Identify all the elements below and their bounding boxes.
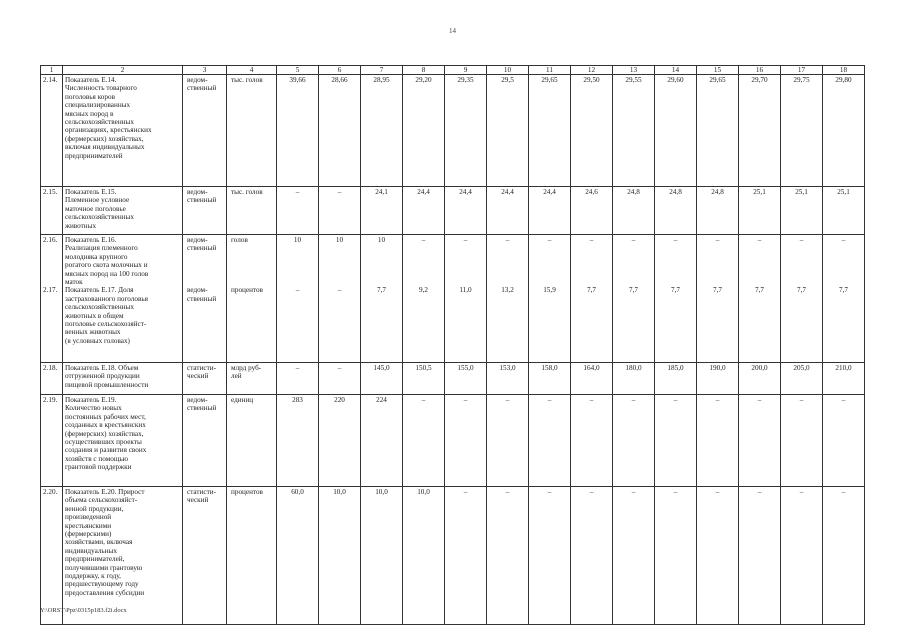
unit-of-measure xyxy=(227,395,277,487)
column-header: 12 xyxy=(571,66,613,75)
year-value-text: – 7,7 xyxy=(755,236,764,295)
year-value-text: 60,0 xyxy=(291,488,304,496)
year-value xyxy=(361,187,403,235)
indicator-name xyxy=(63,363,183,395)
indicator-name xyxy=(63,75,183,187)
year-value-text: – xyxy=(421,396,426,404)
year-value xyxy=(445,235,487,363)
year-value xyxy=(655,363,697,395)
year-value-text: – xyxy=(547,488,552,496)
column-header: 18 xyxy=(823,66,865,75)
row-number-text: 2.14. xyxy=(43,76,58,84)
indicator-name xyxy=(63,487,183,625)
year-value-text: – xyxy=(841,488,846,496)
year-value xyxy=(571,75,613,187)
year-value-text: 28,95 xyxy=(373,76,390,84)
year-value-text: 25,1 xyxy=(837,188,850,196)
year-value-text: – 9,2 xyxy=(419,236,428,295)
year-value-text: 29,60 xyxy=(667,76,684,84)
year-value-text: – xyxy=(631,488,636,496)
year-value-text: 29,80 xyxy=(835,76,852,84)
year-value xyxy=(781,187,823,235)
data-source-text: ведом- ственный xyxy=(187,76,217,93)
data-source-text: статисти- ческий xyxy=(187,488,216,505)
row-number xyxy=(41,187,63,235)
row-number-text: 2.16. 2.17. xyxy=(43,236,58,295)
row-number-text: 2.20. xyxy=(43,488,58,496)
year-value-text: – xyxy=(295,364,300,372)
year-value xyxy=(403,487,445,625)
table-row xyxy=(41,75,865,187)
year-value xyxy=(697,235,739,363)
data-source-text: ведом- ственный xyxy=(187,396,217,413)
year-value-text: – xyxy=(841,396,846,404)
year-value xyxy=(403,187,445,235)
indicator-name xyxy=(63,187,183,235)
year-value xyxy=(697,75,739,187)
year-value xyxy=(823,487,865,625)
year-value-text: 29,65 xyxy=(541,76,558,84)
year-value xyxy=(403,235,445,363)
year-value-text: 29,70 xyxy=(751,76,768,84)
row-number xyxy=(41,363,63,395)
data-source-text: статисти- ческий xyxy=(187,364,216,381)
year-value xyxy=(739,395,781,487)
year-value-text: – 7,7 xyxy=(587,236,596,295)
year-value xyxy=(823,395,865,487)
year-value-text: 10 – xyxy=(293,236,302,295)
indicator-name-text: Показатель Е.15. Племенное условное маточное поголовье сельскохозяйственных животных xyxy=(65,188,134,230)
year-value-text: – xyxy=(337,188,342,196)
year-value xyxy=(655,235,697,363)
year-value xyxy=(445,363,487,395)
year-value xyxy=(445,75,487,187)
year-value-text: 145,0 xyxy=(373,364,390,372)
year-value xyxy=(739,187,781,235)
year-value xyxy=(571,363,613,395)
year-value-text: 158,0 xyxy=(541,364,558,372)
year-value-text: 28,66 xyxy=(331,76,348,84)
year-value xyxy=(655,487,697,625)
year-value xyxy=(403,75,445,187)
year-value-text: 10,0 xyxy=(333,488,346,496)
year-value-text: – 15,9 xyxy=(543,236,556,295)
data-source xyxy=(183,187,227,235)
year-value-text: – xyxy=(715,488,720,496)
year-value xyxy=(739,235,781,363)
data-source-text: ведом- ственный xyxy=(187,188,217,205)
year-value xyxy=(571,235,613,363)
year-value xyxy=(277,395,319,487)
year-value-text: 24,6 xyxy=(585,188,598,196)
year-value-text: – xyxy=(463,488,468,496)
table-row xyxy=(41,395,865,487)
row-number xyxy=(41,235,63,363)
year-value xyxy=(487,487,529,625)
year-value xyxy=(613,395,655,487)
year-value xyxy=(487,395,529,487)
year-value-text: – 7,7 xyxy=(713,236,722,295)
column-header: 17 xyxy=(781,66,823,75)
year-value-text: 24,1 xyxy=(375,188,388,196)
data-source-text: ведом- ственный ведом- ственный xyxy=(187,236,217,303)
column-header: 11 xyxy=(529,66,571,75)
year-value xyxy=(613,75,655,187)
year-value-text: 24,4 xyxy=(501,188,514,196)
column-header: 4 xyxy=(227,66,277,75)
table-row xyxy=(41,487,865,625)
year-value-text: 29,20 xyxy=(415,76,432,84)
unit-of-measure xyxy=(227,187,277,235)
year-value-text: – xyxy=(799,396,804,404)
year-value xyxy=(823,187,865,235)
column-header: 5 xyxy=(277,66,319,75)
year-value-text: 153,0 xyxy=(499,364,516,372)
indicator-name-text: Показатель Е.14. Численность товарного поголовья коров специализированных мясных пород в сельскохозяйственных организациях, крестьянских (фермерских) хозяйствах, включая индивидуальных предпринимателей xyxy=(65,76,152,160)
year-value xyxy=(445,187,487,235)
year-value-text: 185,0 xyxy=(667,364,684,372)
year-value xyxy=(529,75,571,187)
year-value-text: – 7,7 xyxy=(839,236,848,295)
year-value-text: – xyxy=(589,396,594,404)
year-value xyxy=(655,395,697,487)
year-value xyxy=(781,395,823,487)
year-value xyxy=(655,75,697,187)
year-value-text: 24,4 xyxy=(417,188,430,196)
year-value xyxy=(529,395,571,487)
year-value xyxy=(823,235,865,363)
year-value-text: – xyxy=(547,396,552,404)
indicator-name-text: Показатель Е.16. Реализация племенного молодняка крупного рогатого скота молочных и мясных пород на 100 голов маток Показатель Е.17. Доля застрахованного поголовья сельскохозяйственных животных в общем поголовье сельскохозяйст- венных животных (в условных головах) xyxy=(65,236,149,345)
year-value-text: – xyxy=(463,396,468,404)
year-value-text: – 7,7 xyxy=(629,236,638,295)
year-value-text: 200,0 xyxy=(751,364,768,372)
year-value xyxy=(697,395,739,487)
year-value-text: 24,8 xyxy=(627,188,640,196)
year-value-text: 164,0 xyxy=(583,364,600,372)
year-value xyxy=(571,187,613,235)
data-source xyxy=(183,75,227,187)
year-value-text: – xyxy=(673,396,678,404)
column-header: 9 xyxy=(445,66,487,75)
year-value-text: 24,4 xyxy=(459,188,472,196)
year-value xyxy=(487,363,529,395)
year-value xyxy=(697,363,739,395)
year-value xyxy=(445,395,487,487)
row-number xyxy=(41,75,63,187)
year-value-text: 155,0 xyxy=(457,364,474,372)
column-header: 13 xyxy=(613,66,655,75)
year-value-text: 224 xyxy=(376,396,387,404)
year-value xyxy=(319,187,361,235)
year-value-text: 24,8 xyxy=(669,188,682,196)
column-header: 8 xyxy=(403,66,445,75)
year-value xyxy=(823,363,865,395)
year-value xyxy=(487,235,529,363)
year-value-text: 10 – xyxy=(335,236,344,295)
row-number-text: 2.18. xyxy=(43,364,58,372)
year-value xyxy=(529,235,571,363)
unit-of-measure-text: млрд руб- лей xyxy=(231,364,262,381)
table-row xyxy=(41,187,865,235)
year-value xyxy=(319,487,361,625)
year-value-text: – 13,2 xyxy=(501,236,514,295)
year-value xyxy=(361,487,403,625)
year-value-text: – xyxy=(757,488,762,496)
year-value-text: 180,0 xyxy=(625,364,642,372)
table-row xyxy=(41,235,865,363)
year-value-text: 283 xyxy=(292,396,303,404)
year-value xyxy=(277,487,319,625)
year-value-text: 150,5 xyxy=(415,364,432,372)
year-value-text: – xyxy=(757,396,762,404)
year-value-text: – 7,7 xyxy=(797,236,806,295)
year-value-text: 24,8 xyxy=(711,188,724,196)
year-value xyxy=(361,235,403,363)
year-value xyxy=(823,75,865,187)
year-value-text: – xyxy=(295,188,300,196)
document-path: Y:\ORST\Ppz\0315p183.f2i.docx xyxy=(40,607,127,614)
indicator-name-text: Показатель Е.20. Прирост объема сельскохозяйст- венной продукции, произведенной крестьянскими (фермерскими) хозяйствами, включая индивидуальных предпринимателей, получившими грантовую поддержку, к году, предшествующему году предоставления субсидии xyxy=(65,488,145,597)
year-value-text: 25,1 xyxy=(753,188,766,196)
year-value xyxy=(403,395,445,487)
year-value-text: – xyxy=(505,396,510,404)
indicator-name-text: Показатель Е.18. Объем отгруженной продукции пищевой промышленности xyxy=(65,364,149,389)
year-value-text: 25,1 xyxy=(795,188,808,196)
year-value xyxy=(529,363,571,395)
year-value-text: 29,35 xyxy=(457,76,474,84)
unit-of-measure-text: единиц xyxy=(231,396,254,404)
indicator-name xyxy=(63,235,183,363)
year-value-text: – xyxy=(631,396,636,404)
data-source xyxy=(183,395,227,487)
year-value-text: 29,55 xyxy=(625,76,642,84)
year-value xyxy=(529,487,571,625)
year-value xyxy=(781,487,823,625)
unit-of-measure xyxy=(227,363,277,395)
unit-of-measure-text: голов процентов xyxy=(231,236,263,295)
year-value-text: – xyxy=(505,488,510,496)
unit-of-measure xyxy=(227,75,277,187)
column-header: 6 xyxy=(319,66,361,75)
year-value-text: – xyxy=(799,488,804,496)
year-value-text: – xyxy=(715,396,720,404)
year-value xyxy=(277,363,319,395)
year-value xyxy=(487,75,529,187)
year-value xyxy=(697,487,739,625)
year-value xyxy=(655,187,697,235)
year-value-text: 220 xyxy=(334,396,345,404)
year-value-text: 10,0 xyxy=(375,488,388,496)
year-value xyxy=(277,75,319,187)
year-value-text: 10 7,7 xyxy=(377,236,386,295)
indicators-table xyxy=(40,65,865,625)
year-value-text: – 11,0 xyxy=(459,236,472,295)
year-value-text: – xyxy=(589,488,594,496)
column-header: 16 xyxy=(739,66,781,75)
column-header: 14 xyxy=(655,66,697,75)
year-value xyxy=(403,363,445,395)
unit-of-measure-text: процентов xyxy=(231,488,263,496)
year-value xyxy=(571,395,613,487)
year-value xyxy=(571,487,613,625)
year-value xyxy=(697,187,739,235)
table-row xyxy=(41,363,865,395)
data-source xyxy=(183,487,227,625)
year-value-text: 210,0 xyxy=(835,364,852,372)
year-value xyxy=(781,75,823,187)
year-value xyxy=(739,487,781,625)
year-value-text: 29,75 xyxy=(793,76,810,84)
row-number-text: 2.19. xyxy=(43,396,58,404)
year-value xyxy=(781,235,823,363)
year-value xyxy=(613,487,655,625)
year-value xyxy=(319,235,361,363)
unit-of-measure xyxy=(227,235,277,363)
year-value xyxy=(445,487,487,625)
year-value xyxy=(781,363,823,395)
year-value-text: 29,50 xyxy=(583,76,600,84)
column-header: 10 xyxy=(487,66,529,75)
data-source xyxy=(183,235,227,363)
table-header-row xyxy=(41,66,865,75)
year-value-text: 29,65 xyxy=(709,76,726,84)
unit-of-measure xyxy=(227,487,277,625)
data-source xyxy=(183,363,227,395)
year-value-text: 39,66 xyxy=(289,76,306,84)
column-header: 2 xyxy=(63,66,183,75)
year-value-text: – xyxy=(337,364,342,372)
year-value xyxy=(361,75,403,187)
year-value xyxy=(361,395,403,487)
row-number-text: 2.15. xyxy=(43,188,58,196)
year-value xyxy=(487,187,529,235)
year-value xyxy=(739,75,781,187)
column-header: 3 xyxy=(183,66,227,75)
year-value-text: – 7,7 xyxy=(671,236,680,295)
year-value xyxy=(319,75,361,187)
page-number: 14 xyxy=(449,27,456,35)
unit-of-measure-text: тыс. голов xyxy=(231,188,263,196)
row-number xyxy=(41,487,63,625)
year-value xyxy=(277,235,319,363)
year-value-text: 29,5 xyxy=(501,76,514,84)
unit-of-measure-text: тыс. голов xyxy=(231,76,263,84)
year-value xyxy=(361,363,403,395)
year-value-text: 205,0 xyxy=(793,364,810,372)
year-value xyxy=(613,235,655,363)
column-header: 1 xyxy=(41,66,63,75)
year-value xyxy=(529,187,571,235)
indicator-name-text: Показатель Е.19. Количество новых постоянных рабочих мест, созданных в крестьянских (фермерских) хозяйствах, осуществивших проекты создания и развития своих хозяйств с помощью грантовой поддержки xyxy=(65,396,147,472)
column-header: 7 xyxy=(361,66,403,75)
indicator-name xyxy=(63,395,183,487)
row-number xyxy=(41,395,63,487)
year-value-text: 10,0 xyxy=(417,488,430,496)
year-value xyxy=(319,395,361,487)
year-value-text: – xyxy=(673,488,678,496)
year-value xyxy=(739,363,781,395)
year-value-text: 24,4 xyxy=(543,188,556,196)
year-value xyxy=(319,363,361,395)
year-value xyxy=(613,363,655,395)
year-value-text: 190,0 xyxy=(709,364,726,372)
year-value xyxy=(613,187,655,235)
column-header: 15 xyxy=(697,66,739,75)
year-value xyxy=(277,187,319,235)
